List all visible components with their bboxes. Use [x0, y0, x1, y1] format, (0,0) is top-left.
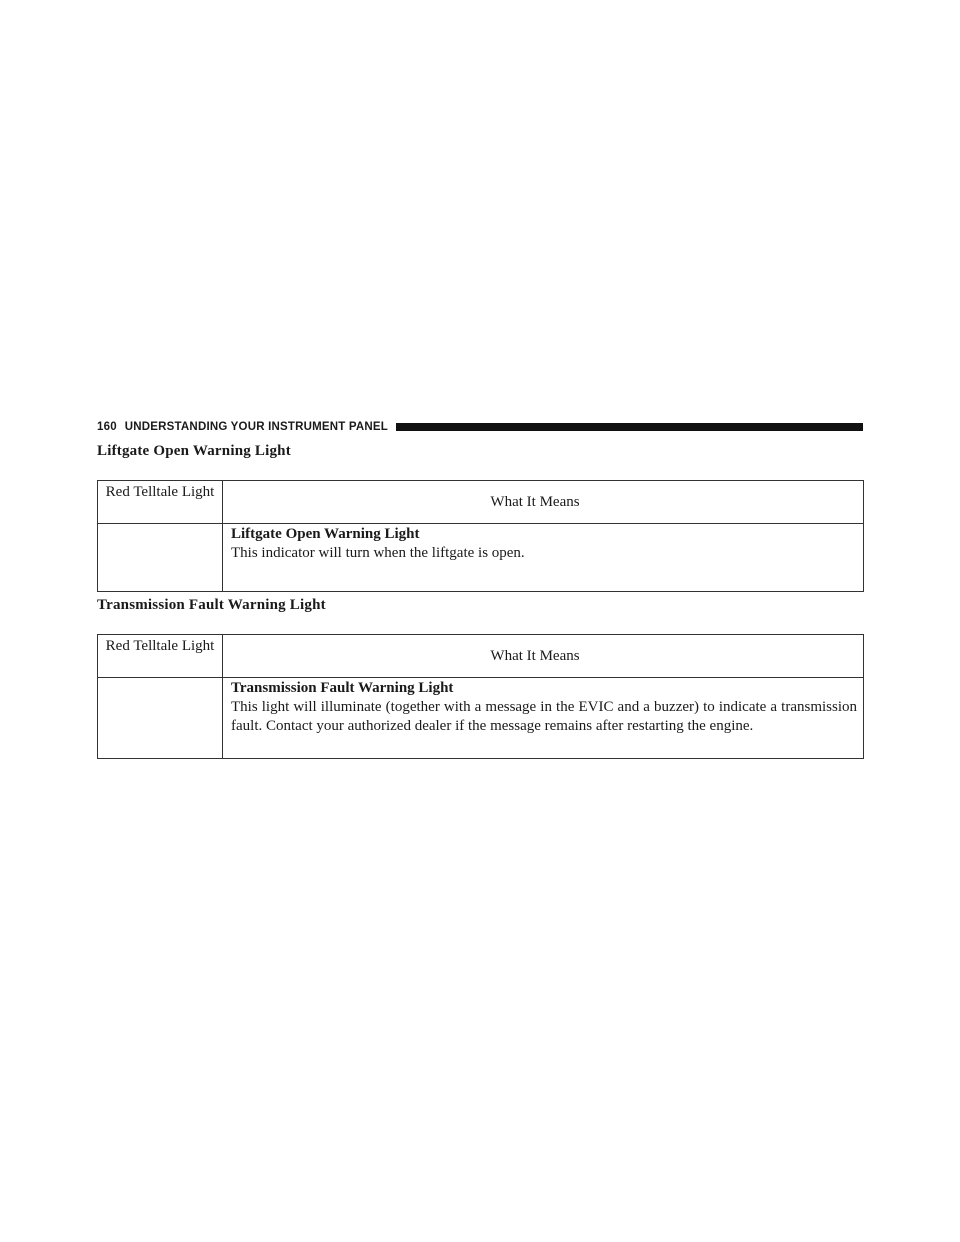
liftgate-telltale-table: [97, 480, 864, 592]
table-row: [98, 678, 864, 759]
column-header-meaning-label: What It Means: [490, 648, 580, 664]
column-header-telltale: Red Telltale Light: [98, 635, 223, 678]
row-description: This light will illuminate (together with a message in the EVIC and a buzzer) to indicate a transmission fault. Contact your authorized dealer if the message remains after restarting the engine.: [231, 699, 857, 734]
row-description: This indicator will turn when the liftgate is open.: [231, 545, 525, 561]
table-row: [98, 524, 864, 592]
header-rule: [396, 423, 863, 431]
section-heading-liftgate: Liftgate Open Warning Light: [97, 443, 291, 459]
column-header-meaning-label: What It Means: [490, 494, 580, 510]
page-number: 160: [97, 421, 117, 433]
telltale-icon-cell: [98, 524, 223, 592]
running-header: [97, 419, 863, 435]
row-title: Liftgate Open Warning Light: [231, 526, 420, 542]
telltale-icon-cell: [98, 678, 223, 759]
section-heading-transmission: Transmission Fault Warning Light: [97, 597, 326, 613]
table-header-row: [98, 635, 864, 678]
column-header-telltale: Red Telltale Light: [98, 481, 223, 524]
meaning-cell: [223, 524, 864, 592]
meaning-cell: [223, 678, 864, 759]
transmission-telltale-table: [97, 634, 864, 759]
column-header-meaning: [223, 635, 864, 678]
chapter-title: UNDERSTANDING YOUR INSTRUMENT PANEL: [124, 421, 388, 433]
table-header-row: [98, 481, 864, 524]
row-title: Transmission Fault Warning Light: [231, 680, 454, 696]
column-header-meaning: [223, 481, 864, 524]
